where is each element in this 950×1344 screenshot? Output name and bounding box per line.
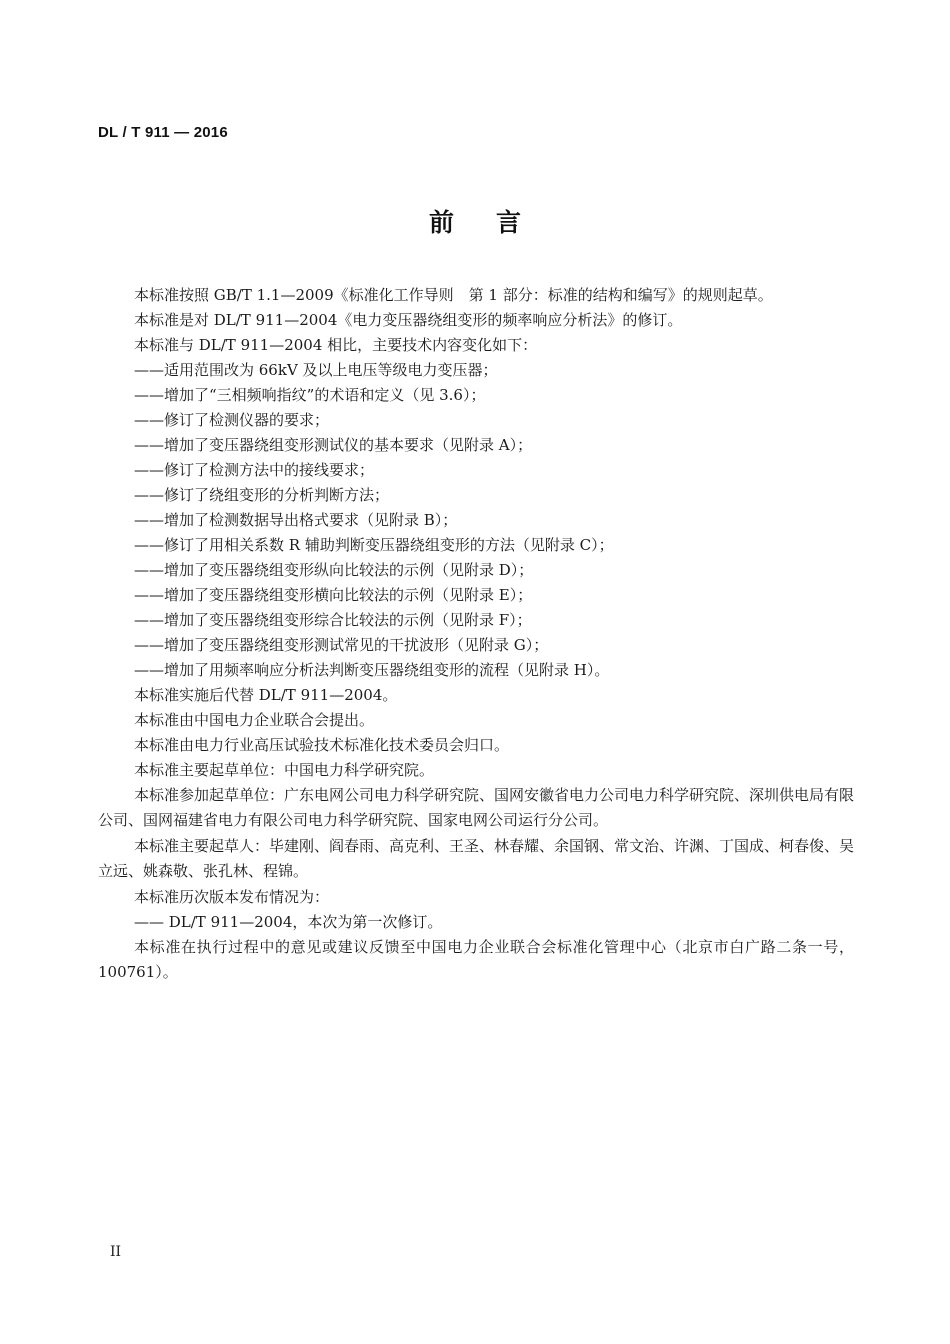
list-item: ——修订了用相关系数 R 辅助判断变压器绕组变形的方法（见附录 C）； xyxy=(134,536,614,554)
document-body xyxy=(98,283,854,985)
paragraph: 本标准是对 DL/T 911—2004《电力变压器绕组变形的频率响应分析法》的修订。 xyxy=(134,311,683,329)
list-item: ——增加了变压器绕组变形横向比较法的示例（见附录 E）； xyxy=(134,586,533,604)
paragraph: 本标准由电力行业高压试验技术标准化技术委员会归口。 xyxy=(134,736,510,754)
paragraph: 本标准主要起草人：毕建刚、阎春雨、高克利、王圣、林春耀、余国钢、常文治、许渊、丁国成、柯春俊、吴立远、姚森敬、张孔林、程锦。 xyxy=(98,837,855,880)
paragraph: 本标准历次版本发布情况为： xyxy=(134,888,330,906)
list-item: ——适用范围改为 66kV 及以上电压等级电力变压器； xyxy=(134,361,498,379)
list-item: ——增加了“三相频响指纹”的术语和定义（见 3.6）； xyxy=(134,386,486,404)
paragraph: 本标准按照 GB/T 1.1—2009《标准化工作导则 第 1 部分：标准的结构和编写》的规则起草。 xyxy=(134,286,773,304)
list-item: ——修订了绕组变形的分析判断方法； xyxy=(134,486,390,504)
paragraph: 本标准主要起草单位：中国电力科学研究院。 xyxy=(134,761,435,779)
list-item: ——增加了变压器绕组变形测试常见的干扰波形（见附录 G）； xyxy=(134,636,549,654)
list-item: ——修订了检测仪器的要求； xyxy=(134,411,330,429)
list-item: —— DL/T 911—2004，本次为第一次修订。 xyxy=(134,913,443,931)
paragraph: 本标准与 DL/T 911—2004 相比，主要技术内容变化如下： xyxy=(134,336,538,354)
page-title: 前言 xyxy=(428,208,563,237)
list-item: ——增加了检测数据导出格式要求（见附录 B）； xyxy=(134,511,458,529)
paragraph: 本标准由中国电力企业联合会提出。 xyxy=(134,711,375,729)
list-item: ——增加了用频率响应分析法判断变压器绕组变形的流程（见附录 H）。 xyxy=(134,661,610,679)
paragraph: 本标准在执行过程中的意见或建议反馈至中国电力企业联合会标准化管理中心（北京市白广路二条一号，100761）。 xyxy=(98,938,854,981)
list-item: ——增加了变压器绕组变形测试仪的基本要求（见附录 A）； xyxy=(134,436,533,454)
page-number: II xyxy=(110,1244,122,1260)
standard-code: DL / T 911 — 2016 xyxy=(98,124,228,141)
paragraph: 本标准实施后代替 DL/T 911—2004。 xyxy=(134,686,398,704)
list-item: ——增加了变压器绕组变形纵向比较法的示例（见附录 D）； xyxy=(134,561,534,579)
list-item: ——修订了检测方法中的接线要求； xyxy=(134,461,375,479)
paragraph: 本标准参加起草单位：广东电网公司电力科学研究院、国网安徽省电力公司电力科学研究院、深圳供电局有限公司、国网福建省电力有限公司电力科学研究院、国家电网公司运行分公司。 xyxy=(98,786,855,829)
list-item: ——增加了变压器绕组变形综合比较法的示例（见附录 F）； xyxy=(134,611,532,629)
